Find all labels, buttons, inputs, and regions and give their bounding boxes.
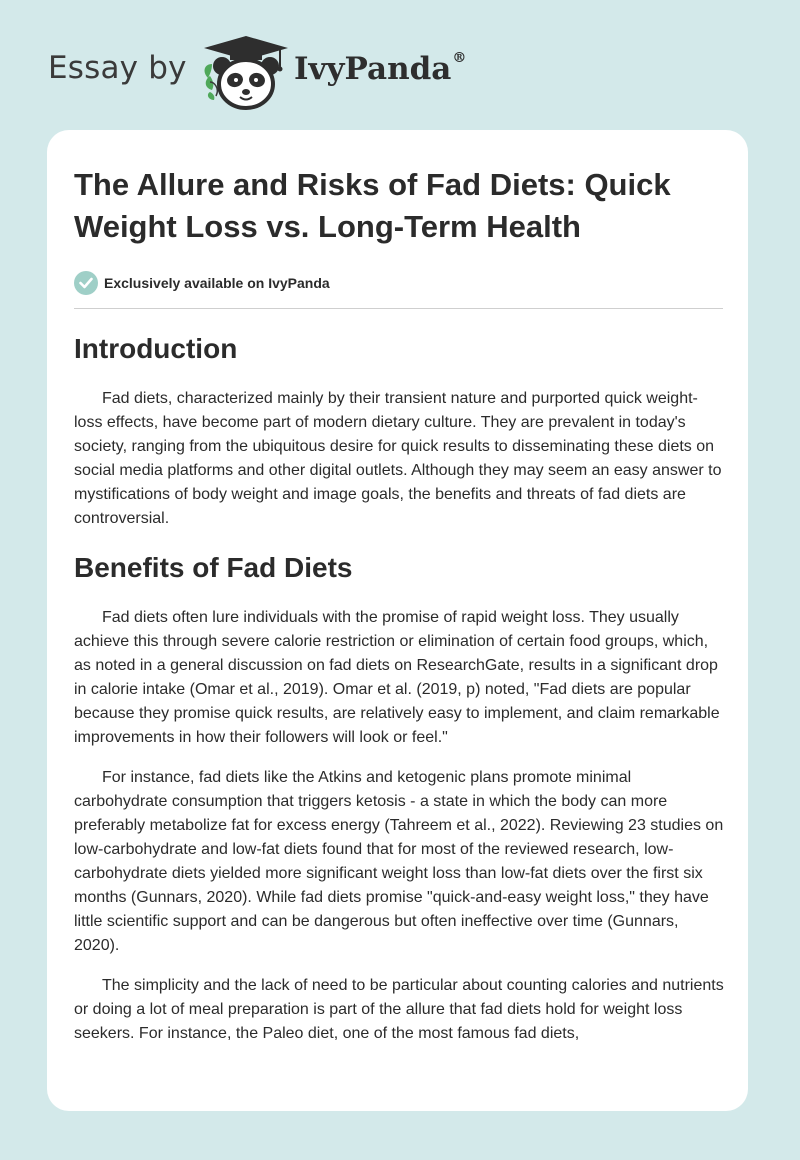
- paragraph: Fad diets often lure individuals with the promise of rapid weight loss. They usually achieve this through severe calorie restriction or elimination of certain food groups, which, as noted in a general discussion on fad diets on ResearchGate, results in a significant drop in calorie intake (Omar et al., 2019). Omar et al. (2019, p) noted, "Fad diets are popular because they promise quick results, are relatively easy to implement, and claim remarkable improvements in how their followers will look or feel.": [74, 609, 720, 746]
- paragraph: For instance, fad diets like the Atkins and ketogenic plans promote minimal carbohydrate consumption that triggers ketosis - a state in which the body can more preferably metabolize fat for excess energy (Tahreem et al., 2022). Reviewing 23 studies on low-carbohydrate and low-fat diets found that for most of the reviewed research, low-carbohydrate diets yielded more significant weight loss than low-fat diets over the first six months (Gunnars, 2020). While fad diets promise "quick-and-easy weight loss," they have little scientific support and can be dangerous but often ineffective over time (Gunnars, 2020).: [74, 769, 724, 954]
- paragraph: The simplicity and the lack of need to be particular about counting calories and nutrients or doing a lot of meal preparation is part of the allure that fad diets hold for weight loss seekers. For instance, the Paleo diet, one of the most famous fad diets,: [74, 977, 724, 1042]
- exclusive-text: Exclusively available on IvyPanda: [104, 275, 330, 291]
- check-circle-icon: [74, 271, 98, 295]
- essay-title: The Allure and Risks of Fad Diets: Quick Weight Loss vs. Long-Term Health: [74, 167, 671, 244]
- brand-name[interactable]: IvyPanda®: [294, 49, 467, 87]
- panda-graduate-logo-icon[interactable]: [200, 34, 292, 110]
- essay-by-label: Essay by: [48, 50, 187, 86]
- essay-card: [47, 130, 748, 1111]
- essay-content: [74, 164, 724, 1046]
- paragraph: Fad diets, characterized mainly by their transient nature and purported quick weight-loss effects, have become part of modern dietary culture. They are prevalent in today's society, ranging from the ubiquitous desire for quick results to disseminating these diets on social media platforms and other digital outlets. Although they may seem an easy answer to mystifications of body weight and image goals, the benefits and threats of fad diets are controversial.: [74, 390, 722, 527]
- title-divider: [74, 308, 723, 309]
- site-header: [0, 0, 800, 130]
- section-heading-introduction: Introduction: [74, 333, 238, 364]
- section-heading-benefits: Benefits of Fad Diets: [74, 552, 353, 583]
- exclusive-badge: [74, 270, 724, 296]
- registered-mark: ®: [452, 49, 467, 66]
